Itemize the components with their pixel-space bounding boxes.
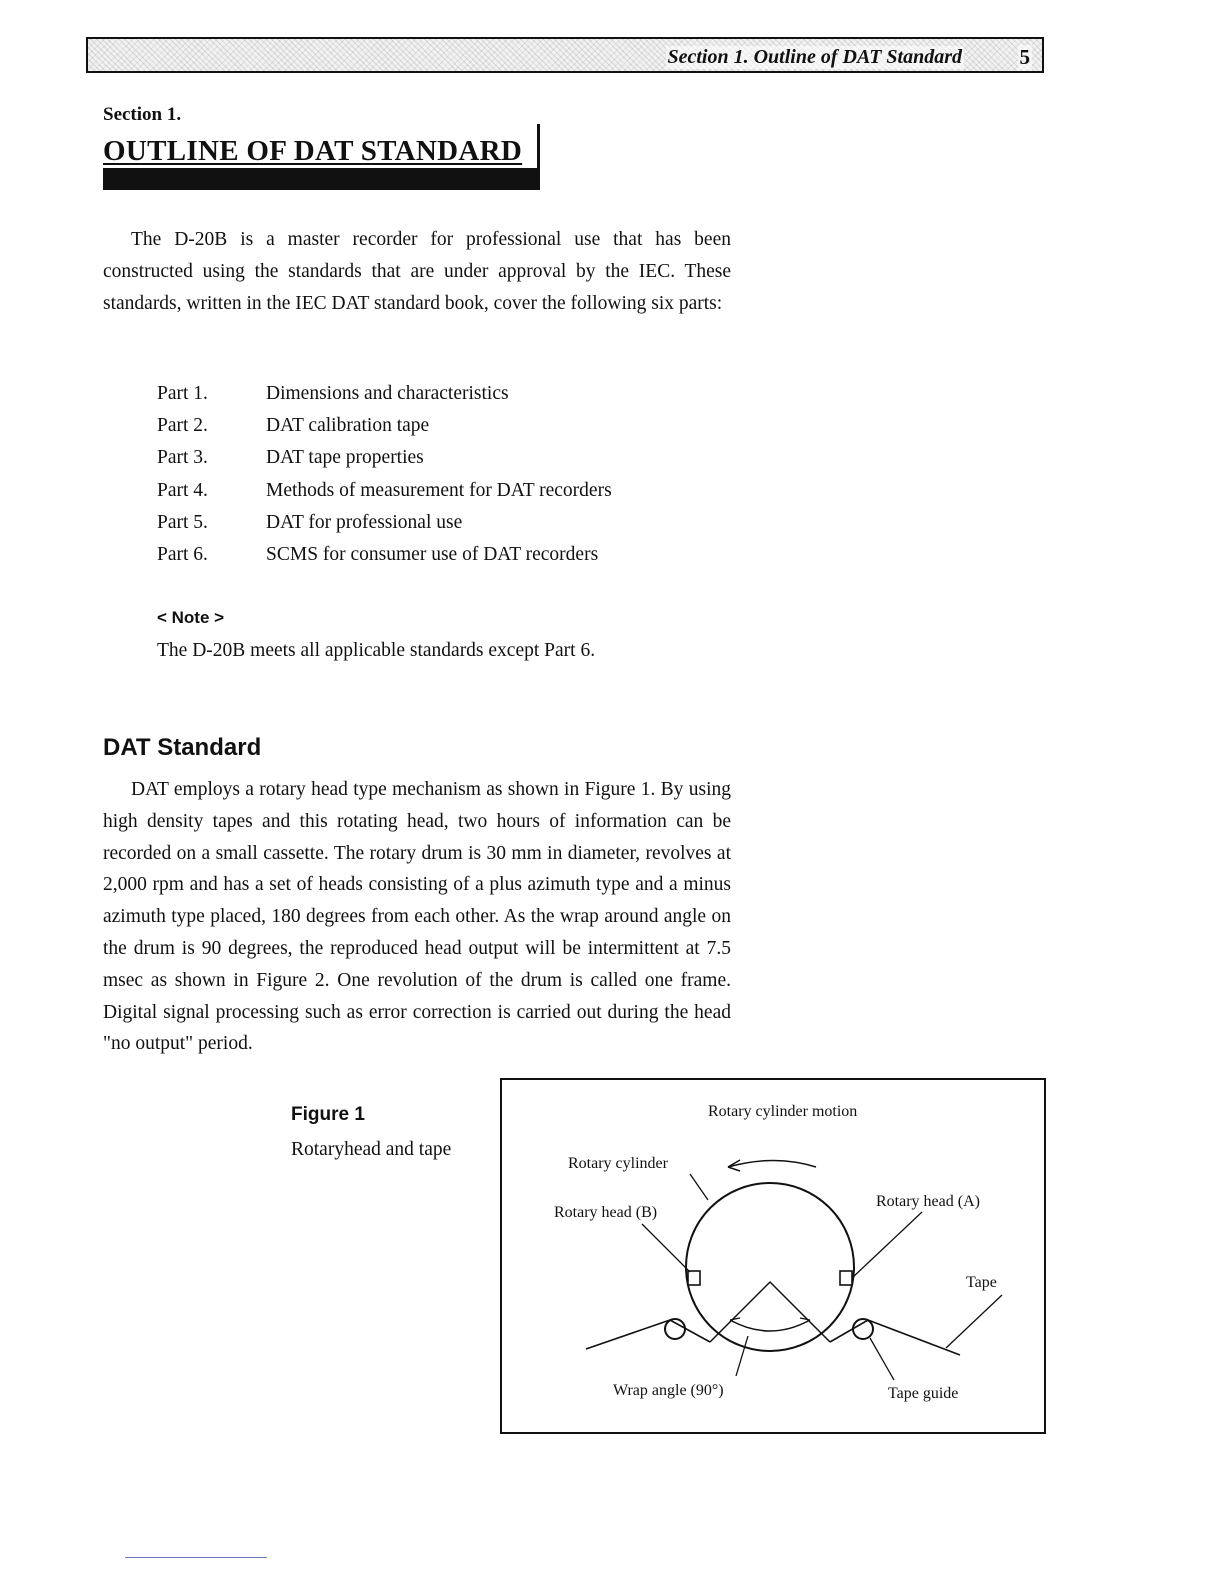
running-header-title: Section 1. Outline of DAT Standard: [667, 46, 962, 68]
rotary-head-diagram: [502, 1080, 1044, 1432]
label-rotary-cylinder: Rotary cylinder: [568, 1155, 668, 1172]
motion-arrow: [728, 1161, 816, 1168]
figure-diagram: [500, 1078, 1046, 1434]
list-item: [157, 544, 612, 576]
wrap-angle-arc: [730, 1320, 810, 1331]
list-item: [157, 512, 612, 544]
label-rotary-head-b: Rotary head (B): [554, 1204, 658, 1221]
part-number: Part 6.: [157, 543, 208, 565]
parts-list: [157, 383, 612, 576]
rotary-cylinder: [686, 1183, 854, 1351]
list-item: [157, 447, 612, 479]
part-number: Part 2.: [157, 415, 208, 437]
part-description: DAT tape properties: [266, 447, 424, 469]
title-black-bar: [103, 168, 540, 190]
tape-path-right: [830, 1320, 960, 1355]
dat-standard-heading: DAT Standard: [103, 734, 262, 761]
part-description: DAT calibration tape: [266, 415, 430, 437]
leader-head-b: [642, 1224, 690, 1272]
part-number: Part 4.: [157, 479, 208, 501]
wrap-angle-arrowheads: [730, 1318, 810, 1320]
label-tape: Tape: [966, 1274, 997, 1291]
part-description: Dimensions and characteristics: [266, 383, 509, 404]
label-tape-guide: Tape guide: [888, 1385, 959, 1402]
intro-paragraph: The D-20B is a master recorder for professional use that has been constructed using the standards that are under approval by the IEC. These standards, written in the IEC DAT standard book, cover the following six parts:: [103, 229, 731, 314]
title-vertical-rule: [537, 124, 540, 190]
section-label: Section 1.: [103, 104, 182, 125]
page-number: 5: [1019, 45, 1030, 69]
part-description: SCMS for consumer use of DAT recorders: [266, 543, 599, 565]
figure-label: Figure 1: [291, 1104, 365, 1125]
list-item: [157, 383, 612, 415]
leader-wrap-angle: [736, 1336, 748, 1376]
list-item: [157, 415, 612, 447]
leader-tape-guide: [870, 1338, 894, 1380]
section-title: OUTLINE OF DAT STANDARD: [103, 135, 523, 167]
list-item: [157, 480, 612, 512]
wrap-angle-lines: [710, 1282, 830, 1342]
part-number: Part 1.: [157, 383, 208, 404]
footer-rule: [125, 1557, 267, 1558]
label-rotary-head-a: Rotary head (A): [876, 1193, 980, 1210]
leader-tape: [946, 1295, 1002, 1348]
rotary-head-b: [688, 1271, 700, 1285]
note-text: The D-20B meets all applicable standards except Part 6.: [157, 640, 596, 661]
tape-path-left: [586, 1320, 710, 1349]
leader-rotary-cylinder: [690, 1174, 708, 1200]
running-header-bar: [86, 37, 1044, 73]
dat-standard-paragraph: DAT employs a rotary head type mechanism as shown in Figure 1. By using high density tapes and this rotating head, two hours of information can be recorded on a small cassette. The rotary drum is 30 mm in diameter, revolves at 2,000 rpm and has a set of heads consisting of a plus azimuth type and a minus azimuth type placed, 180 degrees from each other. As the wrap around angle on the drum is 90 degrees, the reproduced head output will be intermittent at 7.5 msec as shown in Figure 2. One revolution of the drum is called one frame. Digital signal processing such as error correction is carried out during the head "no output" period.: [103, 779, 731, 1055]
part-description: Methods of measurement for DAT recorders: [266, 479, 612, 501]
note-label: < Note >: [157, 608, 225, 627]
part-number: Part 3.: [157, 447, 208, 469]
leader-head-a: [852, 1212, 922, 1278]
figure-caption: Rotaryhead and tape: [291, 1139, 452, 1160]
label-wrap-angle: Wrap angle (90°): [613, 1382, 724, 1399]
rotary-head-a: [840, 1271, 852, 1285]
part-number: Part 5.: [157, 511, 208, 533]
part-description: DAT for professional use: [266, 511, 463, 533]
label-cylinder-motion: Rotary cylinder motion: [708, 1103, 858, 1120]
